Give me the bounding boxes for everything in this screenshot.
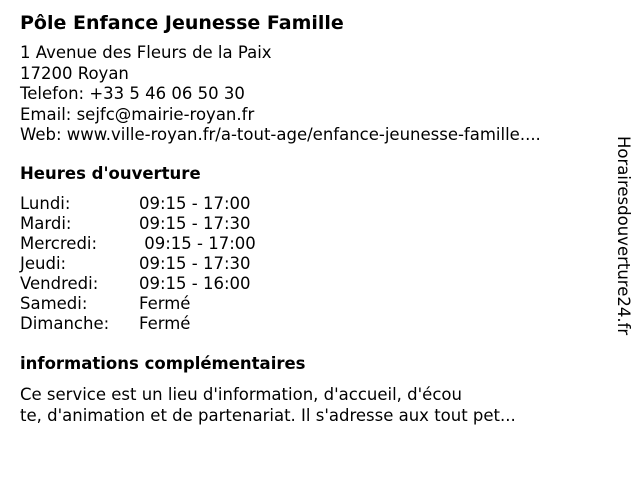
opening-hours-heading: Heures d'ouverture [20,164,201,183]
day-hours: 09:15 - 17:00 [139,234,256,253]
info-line: Ce service est un lieu d'information, d'accueil, d'écou [20,385,462,404]
day-hours: 09:15 - 16:00 [139,274,251,293]
postal-city-line: 17200 Royan [20,63,129,83]
watermark-text: Horairesdouverture24.fr [614,136,633,336]
site-watermark [613,136,633,372]
email-line: Email: sejfc@mairie-royan.fr [20,104,255,124]
additional-info-text [20,384,516,426]
day-hours: 09:15 - 17:30 [139,254,251,273]
day-label: Samedi: [20,294,88,313]
address-line: 1 Avenue des Fleurs de la Paix [20,43,272,62]
day-label: Dimanche: [20,314,110,333]
info-line: te, d'animation et de partenariat. Il s'adresse aux tout pet... [20,406,516,425]
day-label: Jeudi: [20,254,67,273]
contact-block [20,43,541,146]
day-hours: 09:15 - 17:00 [139,194,251,213]
day-hours: Fermé [139,314,191,333]
day-label: Mardi: [20,214,72,233]
page-title: Pôle Enfance Jeunesse Famille [20,12,344,34]
web-line: Web: www.ville-royan.fr/a-tout-age/enfance-jeunesse-famille.... [20,125,541,144]
day-hours: Fermé [139,294,191,313]
day-label: Mercredi: [20,234,98,253]
phone-line: Telefon: +33 5 46 06 50 30 [20,84,245,103]
day-label: Lundi: [20,194,71,213]
day-hours: 09:15 - 17:30 [139,214,251,233]
day-label: Vendredi: [20,274,99,293]
additional-info-heading: informations complémentaires [20,354,306,373]
